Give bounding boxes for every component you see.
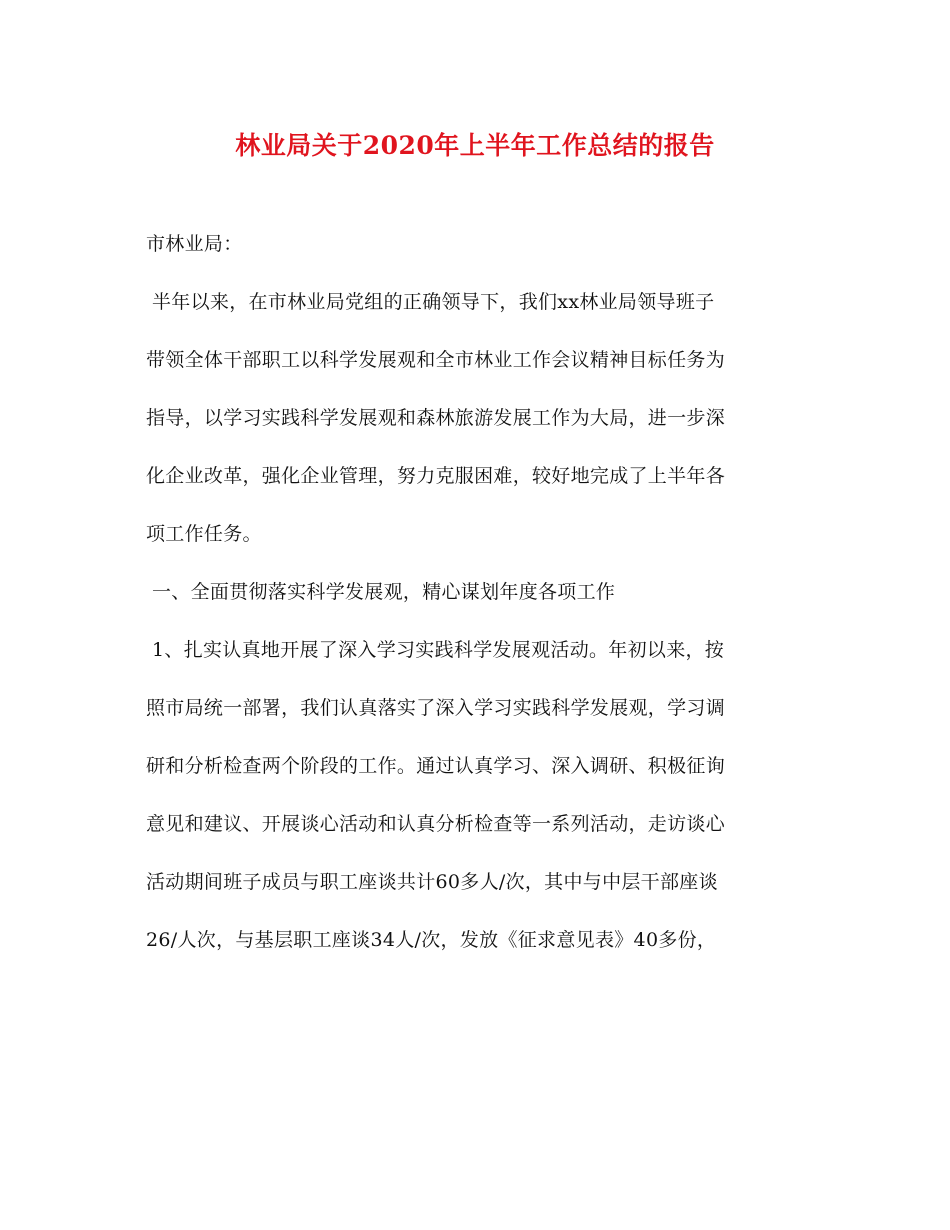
section-heading: 一、全面贯彻落实科学发展观，精心谋划年度各项工作	[152, 581, 616, 603]
salutation-line: 市林业局：	[146, 233, 243, 255]
paragraph-line: 研和分析检查两个阶段的工作。通过认真学习、深入调研、积极征询	[146, 755, 726, 777]
paragraph-line: 1、扎实认真地开展了深入学习实践科学发展观活动。年初以来，按	[152, 639, 725, 661]
paragraph-line: 带领全体干部职工以科学发展观和全市林业工作会议精神目标任务为	[146, 349, 726, 371]
paragraph-line: 活动期间班子成员与职工座谈共计60多人/次，其中与中层干部座谈	[146, 871, 718, 893]
paragraph-line: 项工作任务。	[146, 523, 262, 545]
paragraph-line: 半年以来，在市林业局党组的正确领导下，我们xx林业局领导班子	[152, 291, 715, 313]
paragraph-line: 化企业改革，强化企业管理，努力克服困难，较好地完成了上半年各	[146, 465, 726, 487]
document-body	[146, 215, 806, 969]
paragraph-line: 照市局统一部署，我们认真落实了深入学习实践科学发展观，学习调	[146, 697, 726, 719]
paragraph-line: 意见和建议、开展谈心活动和认真分析检查等一系列活动，走访谈心	[146, 813, 726, 835]
document-title: 林业局关于2020年上半年工作总结的报告	[235, 131, 715, 160]
paragraph-line: 26/人次，与基层职工座谈34人/次，发放《征求意见表》40多份，	[146, 929, 717, 951]
paragraph-line: 指导，以学习实践科学发展观和森林旅游发展工作为大局，进一步深	[146, 407, 726, 429]
